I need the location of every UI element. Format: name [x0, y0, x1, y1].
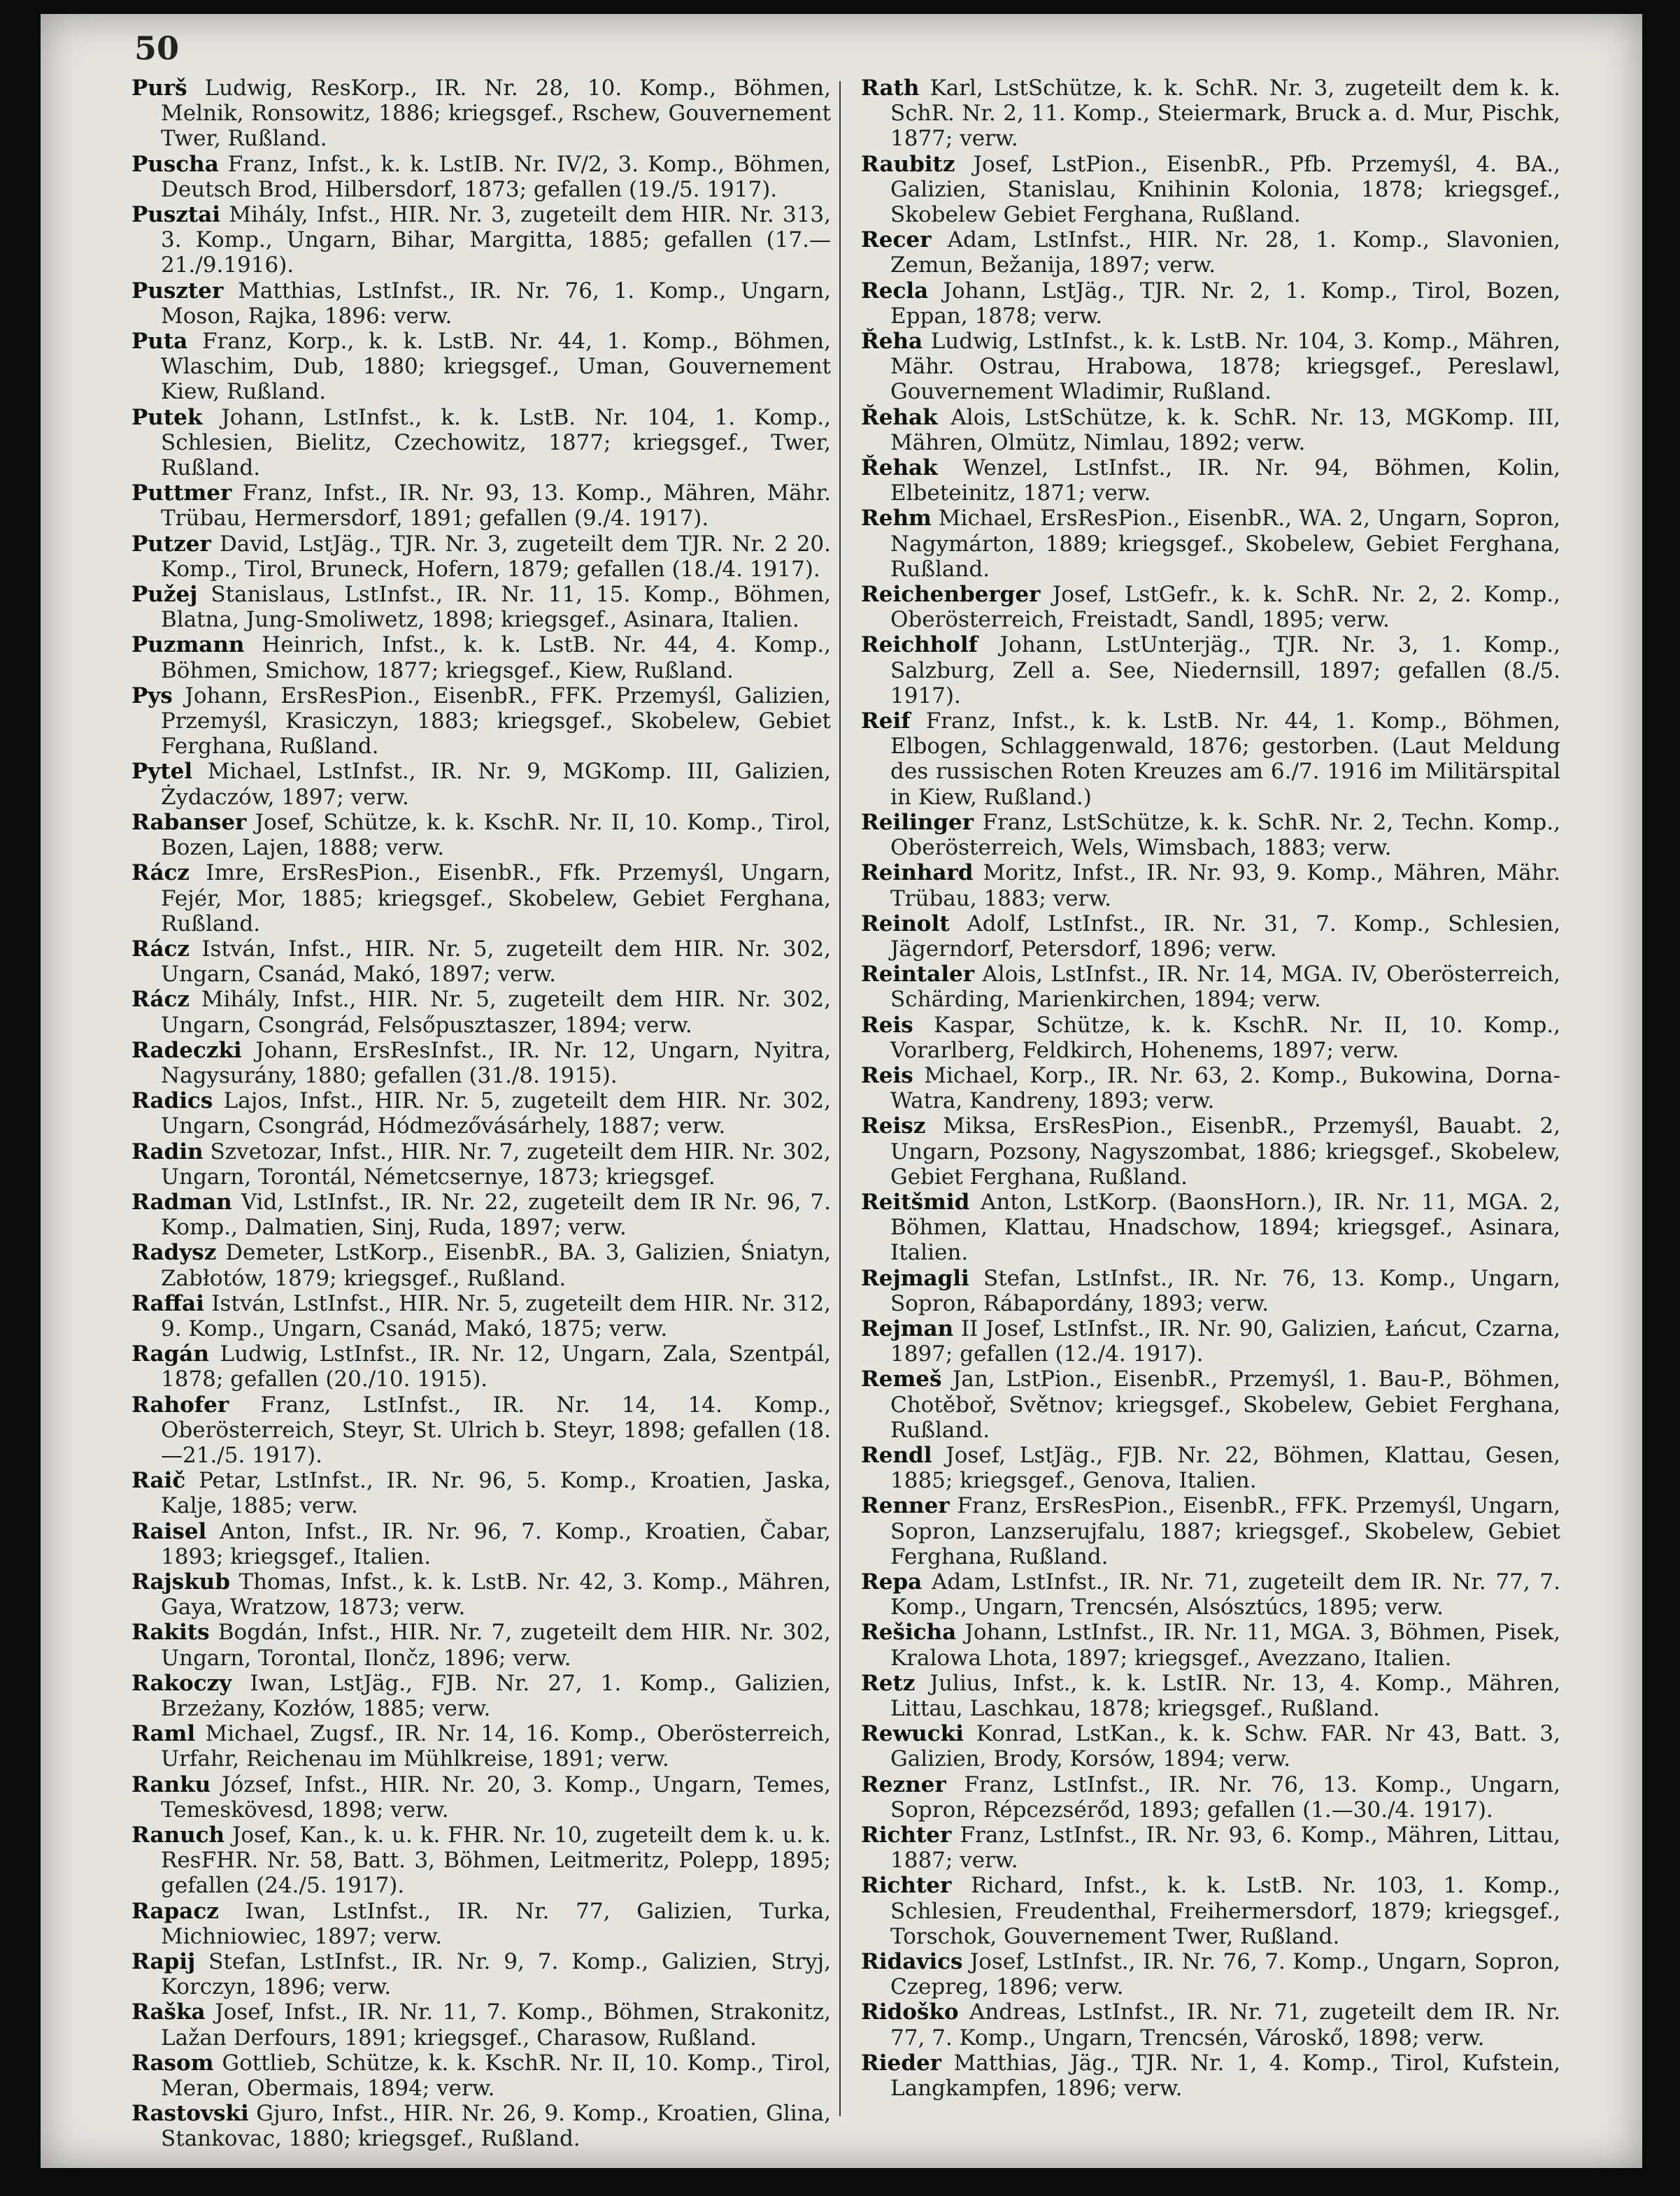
entry-surname: Rakoczy: [131, 1670, 232, 1696]
list-entry: [131, 1519, 831, 1569]
entry-details: Kaspar, Schütze, k. k. KschR. Nr. II, 10. Komp., Vorarlberg, Feldkirch, Hohenems, 1897; verw.: [890, 1012, 1560, 1063]
entry-details: Stefan, LstInfst., IR. Nr. 9, 7. Komp., Galizien, Stryj, Korczyn, 1896; verw.: [161, 1949, 832, 2000]
entry-surname: Puzmann: [131, 632, 245, 658]
entry-details: Stefan, LstInfst., IR. Nr. 76, 13. Komp., Ungarn, Sopron, Rábapordány, 1893; verw.: [890, 1265, 1560, 1316]
entry-details: Franz, Infst., k. k. LstIB. Nr. IV/2, 3. Komp., Böhmen, Deutsch Brod, Hilbersdorf, 1873; gefallen (19./5. 1917).: [161, 151, 831, 202]
entry-details: Gottlieb, Schütze, k. k. KschR. Nr. II, 10. Komp., Tirol, Meran, Obermais, 1894; verw.: [161, 2050, 831, 2102]
entry-surname: Recer: [861, 227, 932, 253]
entry-surname: Ridoško: [861, 1999, 959, 2025]
entry-surname: Puttmer: [131, 480, 232, 506]
entry-surname: Rajskub: [131, 1569, 230, 1595]
entry-surname: Řehak: [861, 455, 938, 481]
entry-details: Franz, LstInfst., IR. Nr. 14, 14. Komp., Oberösterreich, Steyr, St. Ulrich b. Steyr, 1898; gefallen (18.—21./5. 1917).: [161, 1392, 832, 1468]
entry-surname: Rakits: [131, 1620, 210, 1646]
entry-details: II Josef, LstInfst., IR. Nr. 90, Galizien, Łańcut, Czarna, 1897; gefallen (12./4. 1917).: [890, 1316, 1560, 1367]
entry-surname: Repa: [861, 1569, 923, 1595]
entry-surname: Remeš: [861, 1367, 942, 1392]
entry-surname: Puscha: [131, 151, 219, 177]
entry-surname: Rieder: [861, 2050, 941, 2076]
list-entry: [861, 1721, 1560, 1771]
entry-details: Vid, LstInfst., IR. Nr. 22, zugeteilt dem IR Nr. 96, 7. Komp., Dalmatien, Sinj, Ruda, 1897; verw.: [161, 1189, 832, 1241]
entry-details: Iwan, LstJäg., FJB. Nr. 27, 1. Komp., Galizien, Brzeżany, Kozłów, 1885; verw.: [161, 1670, 831, 1721]
list-entry: [861, 1999, 1560, 2050]
entry-surname: Putek: [131, 404, 203, 430]
list-entry: [131, 1569, 831, 1620]
list-entry: [861, 1113, 1560, 1190]
list-entry: [861, 1620, 1560, 1670]
entry-surname: Rapacz: [131, 1898, 219, 1924]
entry-details: Konrad, LstKan., k. k. Schw. FAR. Nr 43, Batt. 3, Galizien, Brody, Korsów, 1894; verw.: [890, 1721, 1560, 1772]
list-entry: [131, 152, 831, 202]
list-entry: [131, 405, 831, 481]
list-entry: [131, 759, 831, 809]
entry-details: Franz, LstInfst., IR. Nr. 76, 13. Komp., Ungarn, Sopron, Répcezsérőd, 1893; gefallen (1.—30./4. 1917).: [890, 1771, 1560, 1823]
entry-details: Alois, LstInfst., IR. Nr. 14, MGA. IV, Oberösterreich, Schärding, Marienkirchen, 1894; verw.: [890, 962, 1560, 1013]
entry-details: Michael, ErsResPion., EisenbR., WA. 2, Ungarn, Sopron, Nagymárton, 1889; kriegsgef., Skobelew, Gebiet Ferghana, Rußland.: [890, 506, 1560, 582]
entry-details: István, LstInfst., HIR. Nr. 5, zugeteilt dem HIR. Nr. 312, 9. Komp., Ungarn, Csanád, Makó, 1875; verw.: [161, 1290, 831, 1341]
list-entry: [131, 202, 831, 278]
list-entry: [131, 1088, 831, 1139]
entry-details: Franz, Infst., k. k. LstB. Nr. 44, 1. Komp., Böhmen, Elbogen, Schlaggenwald, 1876; gestorben. (Laut Meldung des russischen Roten Kreuzes am 6./7. 1916 im Militärspital in Kiew, Rußland.): [890, 708, 1561, 810]
entry-details: Adam, LstInfst., HIR. Nr. 28, 1. Komp., Slavonien, Zemun, Bežanija, 1897; verw.: [890, 227, 1560, 278]
list-entry: [131, 1392, 831, 1469]
entry-details: Karl, LstSchütze, k. k. SchR. Nr. 3, zugeteilt dem k. k. SchR. Nr. 2, 11. Komp., Steiermark, Bruck a. d. Mur, Pischk, 1877; verw.: [890, 76, 1561, 152]
entry-details: Mihály, Infst., HIR. Nr. 3, zugeteilt dem HIR. Nr. 313, 3. Komp., Ungarn, Bihar, Margitta, 1885; gefallen (17.—21./9.1916).: [161, 202, 831, 278]
entry-details: Matthias, LstInfst., IR. Nr. 76, 1. Komp., Ungarn, Moson, Rajka, 1896: verw.: [161, 278, 832, 329]
entry-details: Iwan, LstInfst., IR. Nr. 77, Galizien, Turka, Michniowiec, 1897; verw.: [161, 1898, 831, 1949]
list-entry: [131, 1620, 831, 1670]
entry-details: Ludwig, LstInfst., k. k. LstB. Nr. 104, 3. Komp., Mähren, Mähr. Ostrau, Hrabowa, 1878; kriegsgef., Pereslawl, Gouvernement Wladimir, Rußland.: [890, 329, 1560, 405]
list-entry: [861, 1367, 1560, 1443]
entry-details: Franz, ErsResPion., EisenbR., FFK. Przemyśl, Ungarn, Sopron, Lanzserujfalu, 1887; kriegsgef., Skobelew, Gebiet Ferghana, Rußland.: [890, 1493, 1560, 1569]
entry-surname: Raška: [131, 1999, 206, 2025]
entry-details: Alois, LstSchütze, k. k. SchR. Nr. 13, MGKomp. III, Mähren, Olmütz, Nimlau, 1892; verw.: [890, 404, 1560, 455]
entry-surname: Pužej: [131, 582, 198, 608]
left-column: [131, 76, 831, 2152]
entry-surname: Rejmagli: [861, 1265, 969, 1291]
list-entry: [131, 2051, 831, 2101]
entry-surname: Reichenberger: [861, 582, 1041, 608]
entry-surname: Raml: [131, 1721, 196, 1747]
list-entry: [861, 911, 1560, 962]
entry-surname: Renner: [861, 1493, 950, 1519]
list-entry: [131, 278, 831, 329]
document-page: [41, 14, 1642, 2168]
entry-details: Franz, LstSchütze, k. k. SchR. Nr. 2, Techn. Komp., Oberösterreich, Wels, Wimsbach, 1883; verw.: [890, 809, 1560, 861]
entry-surname: Richter: [861, 1823, 952, 1848]
list-entry: [131, 860, 831, 936]
entry-surname: Rácz: [131, 936, 190, 962]
entry-surname: Pusztai: [131, 202, 221, 228]
entry-details: Heinrich, Infst., k. k. LstB. Nr. 44, 4. Komp., Böhmen, Smichow, 1877; kriegsgef., Kiew, Rußland.: [161, 632, 831, 683]
list-entry: [861, 1316, 1560, 1367]
entry-details: Bogdán, Infst., HIR. Nr. 7, zugeteilt dem HIR. Nr. 302, Ungarn, Torontal, Ilončz, 1896; verw.: [161, 1620, 831, 1671]
list-entry: [131, 987, 831, 1037]
entry-details: Franz, LstInfst., IR. Nr. 93, 6. Komp., Mähren, Littau, 1887; verw.: [890, 1823, 1561, 1874]
entry-details: Josef, LstJäg., FJB. Nr. 22, Böhmen, Klattau, Gesen, 1885; kriegsgef., Genova, Italien.: [890, 1442, 1560, 1494]
entry-details: Anton, LstKorp. (BaonsHorn.), IR. Nr. 11, MGA. 2, Böhmen, Klattau, Hnadschow, 1894; kriegsgef., Asinara, Italien.: [890, 1189, 1560, 1266]
list-entry: [131, 936, 831, 987]
entry-surname: Ragán: [131, 1341, 209, 1367]
list-entry: [131, 683, 831, 760]
entry-surname: Raisel: [131, 1518, 207, 1544]
entry-surname: Řeha: [861, 329, 923, 355]
list-entry: [861, 278, 1560, 329]
entry-surname: Reis: [861, 1012, 913, 1038]
entry-details: Szvetozar, Infst., HIR. Nr. 7, zugeteilt dem HIR. Nr. 302, Ungarn, Torontál, Németcsernye, 1873; kriegsgef.: [161, 1139, 832, 1190]
list-entry: [861, 860, 1560, 911]
entry-details: Lajos, Infst., HIR. Nr. 5, zugeteilt dem HIR. Nr. 302, Ungarn, Csongrád, Hódmezővásárhely, 1887; verw.: [161, 1088, 831, 1139]
entry-surname: Rácz: [131, 860, 190, 886]
entry-details: Moritz, Infst., IR. Nr. 93, 9. Komp., Mähren, Mähr. Trübau, 1883; verw.: [890, 860, 1561, 911]
list-entry: [131, 1671, 831, 1721]
list-entry: [861, 1493, 1560, 1569]
list-entry: [861, 2051, 1560, 2101]
entry-surname: Raubitz: [861, 151, 955, 177]
entry-details: Imre, ErsResPion., EisenbR., Ffk. Przemyśl, Ungarn, Fejér, Mor, 1885; kriegsgef., Skobelew, Gebiet Ferghana, Rußland.: [161, 860, 831, 936]
list-entry: [131, 329, 831, 405]
entry-surname: Rácz: [131, 987, 190, 1013]
list-entry: [861, 708, 1560, 810]
entry-surname: Rastovski: [131, 2101, 249, 2127]
entry-surname: Raffai: [131, 1290, 204, 1316]
list-entry: [861, 329, 1560, 405]
entry-details: Johann, LstJäg., TJR. Nr. 2, 1. Komp., Tirol, Bozen, Eppan, 1878; verw.: [890, 278, 1560, 329]
list-entry: [861, 1772, 1560, 1823]
list-entry: [131, 810, 831, 860]
entry-details: Josef, Schütze, k. k. KschR. Nr. II, 10. Komp., Tirol, Bozen, Lajen, 1888; verw.: [161, 809, 831, 861]
entry-surname: Putzer: [131, 531, 211, 557]
list-entry: [131, 1139, 831, 1190]
entry-details: Ludwig, LstInfst., IR. Nr. 12, Ungarn, Zala, Szentpál, 1878; gefallen (20./10. 1915).: [161, 1341, 831, 1392]
list-entry: [131, 1038, 831, 1088]
entry-details: Thomas, Infst., k. k. LstB. Nr. 42, 3. Komp., Mähren, Gaya, Wratzow, 1873; verw.: [161, 1569, 831, 1620]
entry-details: Franz, Korp., k. k. LstB. Nr. 44, 1. Komp., Böhmen, Wlaschim, Dub, 1880; kriegsgef., Uman, Gouvernement Kiew, Rußland.: [161, 329, 831, 405]
page-number: 50: [134, 29, 180, 67]
list-entry: [861, 152, 1560, 228]
entry-details: Johann, LstInfst., IR. Nr. 11, MGA. 3, Böhmen, Pisek, Kralowa Lhota, 1897; kriegsgef., Avezzano, Italien.: [890, 1620, 1560, 1671]
entry-details: Matthias, Jäg., TJR. Nr. 1, 4. Komp., Tirol, Kufstein, Langkampfen, 1896; verw.: [890, 2050, 1561, 2102]
list-entry: [131, 1899, 831, 1949]
entry-surname: Radin: [131, 1139, 204, 1164]
entry-surname: Reif: [861, 708, 911, 734]
entry-surname: Radics: [131, 1088, 213, 1114]
entry-surname: Rabanser: [131, 809, 247, 835]
entry-surname: Rewucki: [861, 1721, 964, 1747]
entry-details: Franz, Infst., IR. Nr. 93, 13. Komp., Mähren, Mähr. Trübau, Hermersdorf, 1891; gefallen (9./4. 1917).: [161, 480, 831, 532]
entry-details: Michael, Zugsf., IR. Nr. 14, 16. Komp., Oberösterreich, Urfahr, Reichenau im Mühlkreise, 1891; verw.: [161, 1721, 831, 1772]
entry-surname: Ranuch: [131, 1823, 225, 1848]
entry-surname: Raič: [131, 1468, 186, 1494]
entry-details: Ludwig, ResKorp., IR. Nr. 28, 10. Komp., Böhmen, Melnik, Ronsowitz, 1886; kriegsgef., Rschew, Gouvernement Twer, Rußland.: [161, 76, 832, 152]
entry-details: Josef, Infst., IR. Nr. 11, 7. Komp., Böhmen, Strakonitz, Lažan Derfours, 1891; kriegsgef., Charasow, Rußland.: [161, 1999, 831, 2051]
list-entry: [861, 1063, 1560, 1113]
list-entry: [131, 1999, 831, 2050]
list-entry: [861, 1569, 1560, 1620]
list-entry: [131, 1949, 831, 1999]
entry-surname: Reintaler: [861, 962, 975, 988]
entry-surname: Ridavics: [861, 1949, 963, 1975]
list-entry: [861, 962, 1560, 1012]
list-entry: [861, 1266, 1560, 1316]
entry-details: Andreas, LstInfst., IR. Nr. 71, zugeteilt dem IR. Nr. 77, 7. Komp., Ungarn, Trencsén, Városkő, 1898; verw.: [890, 1999, 1560, 2051]
entry-details: Michael, LstInfst., IR. Nr. 9, MGKomp. III, Galizien, Żydaczów, 1897; verw.: [161, 759, 831, 810]
entry-details: Wenzel, LstInfst., IR. Nr. 94, Böhmen, Kolin, Elbeteinitz, 1871; verw.: [890, 455, 1561, 506]
list-entry: [861, 1823, 1560, 1873]
entry-surname: Rahofer: [131, 1392, 229, 1418]
right-column: [861, 76, 1560, 2101]
entry-details: Adolf, LstInfst., IR. Nr. 31, 7. Komp., Schlesien, Jägerndorf, Petersdorf, 1896; verw.: [890, 911, 1560, 962]
list-entry: [861, 1873, 1560, 1949]
entry-details: Adam, LstInfst., IR. Nr. 71, zugeteilt dem IR. Nr. 77, 7. Komp., Ungarn, Trencsén, Alsósztúcs, 1895; verw.: [890, 1569, 1560, 1620]
entry-details: Gjuro, Infst., HIR. Nr. 26, 9. Komp., Kroatien, Glina, Stankovac, 1880; kriegsgef., Rußland.: [161, 2101, 831, 2152]
entry-surname: Pytel: [131, 759, 193, 785]
entry-details: David, LstJäg., TJR. Nr. 3, zugeteilt dem TJR. Nr. 2 20. Komp., Tirol, Bruneck, Hofern, 1879; gefallen (18./4. 1917).: [161, 531, 831, 582]
entry-details: Petar, LstInfst., IR. Nr. 96, 5. Komp., Kroatien, Jaska, Kalje, 1885; verw.: [161, 1468, 831, 1519]
entry-surname: Reilinger: [861, 809, 974, 835]
entry-details: Johann, LstUnterjäg., TJR. Nr. 3, 1. Komp., Salzburg, Zell a. See, Niedernsill, 1897; gefallen (8./5. 1917).: [890, 632, 1560, 708]
list-entry: [131, 1721, 831, 1771]
entry-details: Mihály, Infst., HIR. Nr. 5, zugeteilt dem HIR. Nr. 302, Ungarn, Csongrád, Felsőpusztaszer, 1894; verw.: [161, 987, 832, 1038]
list-entry: [861, 1671, 1560, 1721]
entry-surname: Richter: [861, 1873, 952, 1899]
list-entry: [861, 455, 1560, 506]
list-entry: [861, 506, 1560, 582]
list-entry: [131, 480, 831, 531]
entry-surname: Radman: [131, 1189, 232, 1215]
entry-surname: Puszter: [131, 278, 224, 304]
entry-surname: Ranku: [131, 1771, 211, 1797]
entry-details: Josef, Kan., k. u. k. FHR. Nr. 10, zugeteilt dem k. u. k. ResFHR. Nr. 58, Batt. 3, Böhmen, Leitmeritz, Polepp, 1895; gefallen (24./5. 1917).: [161, 1823, 831, 1899]
entry-surname: Rasom: [131, 2050, 214, 2076]
entry-surname: Reisz: [861, 1113, 926, 1139]
entry-details: Josef, LstInfst., IR. Nr. 76, 7. Komp., Ungarn, Sopron, Czepreg, 1896; verw.: [890, 1949, 1560, 2000]
entry-details: Richard, Infst., k. k. LstB. Nr. 103, 1. Komp., Schlesien, Freudenthal, Freihermersdorf, 1879; kriegsgef., Torschok, Gouvernement Twer, Rußland.: [890, 1873, 1561, 1949]
list-entry: [861, 632, 1560, 708]
list-entry: [131, 1341, 831, 1392]
list-entry: [861, 1949, 1560, 1999]
list-entry: [131, 532, 831, 582]
entry-surname: Reitšmid: [861, 1189, 970, 1215]
entry-details: József, Infst., HIR. Nr. 20, 3. Komp., Ungarn, Temes, Temeskövesd, 1898; verw.: [161, 1771, 831, 1823]
entry-surname: Purš: [131, 76, 187, 101]
entry-details: Anton, Infst., IR. Nr. 96, 7. Komp., Kroatien, Čabar, 1893; kriegsgef., Italien.: [161, 1518, 831, 1569]
entry-surname: Rath: [861, 76, 920, 101]
entry-details: István, Infst., HIR. Nr. 5, zugeteilt dem HIR. Nr. 302, Ungarn, Csanád, Makó, 1897; verw.: [161, 936, 831, 988]
list-entry: [131, 1291, 831, 1341]
entry-details: Miksa, ErsResPion., EisenbR., Przemyśl, Bauabt. 2, Ungarn, Pozsony, Nagyszombat, 1886; kriegsgef., Skobelew, Gebiet Ferghana, Rußland.: [890, 1113, 1560, 1190]
entry-details: Josef, LstPion., EisenbR., Pfb. Przemyśl, 4. BA., Galizien, Stanislau, Knihinin Kolonia, 1878; kriegsgef., Skobelew Gebiet Ferghana, Rußland.: [890, 151, 1560, 228]
entry-surname: Rezner: [861, 1771, 946, 1797]
entry-details: Josef, LstGefr., k. k. SchR. Nr. 2, 2. Komp., Oberösterreich, Freistadt, Sandl, 1895; verw.: [890, 582, 1561, 633]
list-entry: [131, 1190, 831, 1240]
entry-surname: Recla: [861, 278, 929, 304]
list-entry: [131, 1823, 831, 1899]
entry-details: Julius, Infst., k. k. LstIR. Nr. 13, 4. Komp., Mähren, Littau, Laschkau, 1878; kriegsgef., Rußland.: [890, 1670, 1560, 1721]
entry-surname: Reinhard: [861, 860, 974, 886]
entry-surname: Radysz: [131, 1240, 217, 1266]
entry-surname: Puta: [131, 329, 188, 355]
entry-details: Jan, LstPion., EisenbR., Przemyśl, 1. Bau-P., Böhmen, Chotěboř, Světnov; kriegsgef., Skobelew, Gebiet Ferghana, Rußland.: [890, 1367, 1560, 1443]
entry-details: Stanislaus, LstInfst., IR. Nr. 11, 15. Komp., Böhmen, Blatna, Jung-Smoliwetz, 1898; kriegsgef., Asinara, Italien.: [161, 582, 831, 633]
list-entry: [861, 227, 1560, 278]
list-entry: [131, 582, 831, 632]
list-entry: [861, 405, 1560, 455]
entry-surname: Retz: [861, 1670, 916, 1696]
entry-details: Demeter, LstKorp., EisenbR., BA. 3, Galizien, Śniatyn, Zabłotów, 1879; kriegsgef., Rußland.: [161, 1240, 831, 1291]
list-entry: [861, 582, 1560, 632]
list-entry: [131, 2101, 831, 2151]
list-entry: [131, 632, 831, 683]
list-entry: [131, 76, 831, 152]
entry-surname: Rešicha: [861, 1620, 957, 1646]
entry-details: Michael, Korp., IR. Nr. 63, 2. Komp., Bukowina, Dorna-Watra, Kandreny, 1893; verw.: [890, 1062, 1560, 1114]
entry-details: Johann, LstInfst., k. k. LstB. Nr. 104, 1. Komp., Schlesien, Bielitz, Czechowitz, 1877; kriegsgef., Twer, Rußland.: [161, 404, 831, 481]
list-entry: [861, 810, 1560, 860]
list-entry: [861, 1013, 1560, 1063]
entry-surname: Řehak: [861, 404, 938, 430]
entry-surname: Radeczki: [131, 1037, 242, 1063]
list-entry: [131, 1468, 831, 1518]
list-entry: [861, 1443, 1560, 1493]
entry-surname: Rendl: [861, 1442, 932, 1468]
entry-surname: Rapij: [131, 1949, 196, 1975]
list-entry: [861, 76, 1560, 152]
list-entry: [861, 1190, 1560, 1266]
column-divider: [839, 81, 841, 2116]
list-entry: [131, 1240, 831, 1290]
entry-surname: Rejman: [861, 1316, 954, 1341]
entry-surname: Reichholf: [861, 632, 978, 658]
entry-details: Johann, ErsResInfst., IR. Nr. 12, Ungarn, Nyitra, Nagysurány, 1880; gefallen (31./8. 1915).: [161, 1037, 831, 1088]
entry-surname: Reinolt: [861, 911, 950, 936]
entry-surname: Pys: [131, 683, 173, 708]
entry-surname: Rehm: [861, 506, 932, 532]
list-entry: [131, 1772, 831, 1823]
entry-details: Johann, ErsResPion., EisenbR., FFK. Przemyśl, Galizien, Przemyśl, Krasiczyn, 1883; kriegsgef., Skobelew, Gebiet Ferghana, Rußland.: [161, 683, 831, 760]
entry-surname: Reis: [861, 1062, 913, 1088]
